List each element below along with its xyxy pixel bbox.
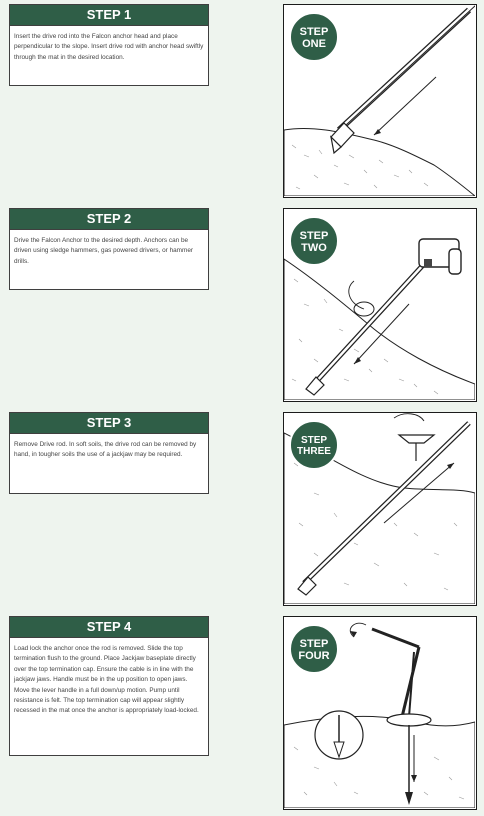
step-4-text: Load lock the anchor once the rod is removed. Slide the top termination flush to the ground. Place Jackjaw baseplate directly over the top termination cap. Ensure the cable is in line with the jackjaw jaws. Handle must be in the up position to open jaws. Move the lever handle in a full down/up motion. Pump until resistance is felt. The top termination cap will appear slightly recessed in the mat once the anchor is appropriately load-locked. [14, 645, 199, 715]
step-3-card [9, 412, 209, 494]
step-4-badge-line1: STEP [299, 638, 329, 650]
step-2-text: Drive the Falcon Anchor to the desired depth. Anchors can be driven using sledge hammers, gas powered drivers, or hammer drills. [14, 237, 194, 265]
step-2-badge-line1: STEP [299, 230, 329, 242]
step-1-text: Insert the drive rod into the Falcon anchor head and place perpendicular to the slope. Insert drive rod with anchor head swiftly through the mat in the desired location. [14, 33, 204, 61]
step-three-badge [288, 419, 340, 471]
step-one-badge [288, 11, 340, 63]
step-two-badge [288, 215, 340, 267]
step-4-card [9, 616, 209, 756]
step-2-card [9, 208, 209, 290]
step-4-heading: STEP 4 [10, 617, 208, 638]
step-3-heading: STEP 3 [10, 413, 208, 434]
step-1-card [9, 4, 209, 86]
step-3-badge-line2: THREE [297, 446, 331, 457]
step-1-illustration [283, 4, 477, 198]
step-3-badge-line1: STEP [300, 435, 328, 446]
step-four-badge [288, 623, 340, 675]
step-3-illustration [283, 412, 477, 606]
step-1-badge-line2: ONE [302, 38, 326, 50]
step-1-badge-line1: STEP [299, 26, 329, 38]
step-4-badge-line2: FOUR [298, 650, 330, 662]
step-2-illustration [283, 208, 477, 402]
step-2-heading: STEP 2 [10, 209, 208, 230]
step-1-heading: STEP 1 [10, 5, 208, 26]
step-3-text: Remove Drive rod. In soft soils, the drive rod can be removed by hand, in tougher soils the use of a jackjaw may be required. [14, 441, 197, 459]
step-4-illustration [283, 616, 477, 810]
step-2-badge-line2: TWO [301, 242, 327, 254]
